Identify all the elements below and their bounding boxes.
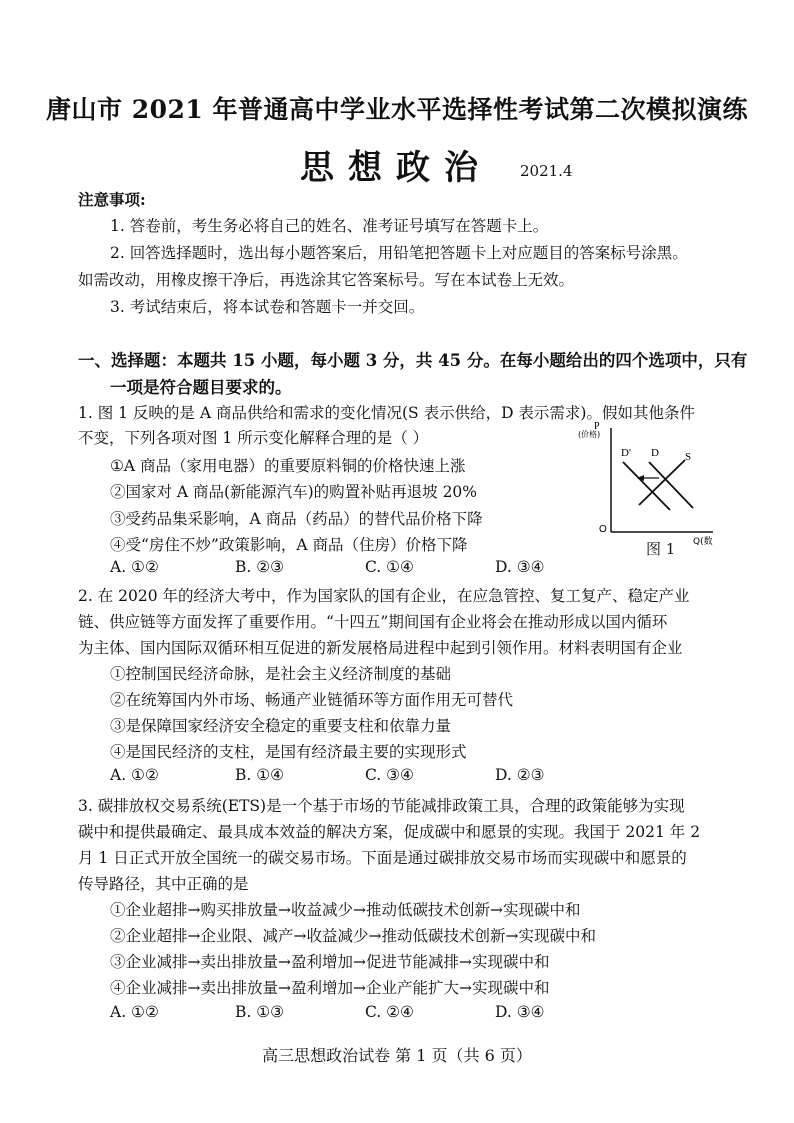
q3-option-a[interactable]: A. ①② [110,1003,159,1021]
page-footer: 高三思想政治试卷 第 1 页（共 6 页） [262,1046,532,1065]
figure-caption: 图 1 [646,540,676,558]
q1-option-d[interactable]: D. ③④ [495,558,545,576]
q1-item: ①A 商品（家用电器）的重要原料铜的价格快速上涨 [110,457,466,475]
exam-title: 唐山市 2021 年普通高中学业水平选择性考试第二次模拟演练 [46,95,748,124]
subject-title: 思想政治 [300,148,492,188]
q1-item: ③受药品集采影响，A 商品（药品）的替代品价格下降 [110,510,483,528]
curve-d [649,462,693,508]
s-label: S [685,451,692,463]
q1-option-c[interactable]: C. ①④ [365,558,414,576]
notice-item: 1. 答卷前，考生务必将自己的姓名、准考证号填写在答题卡上。 [110,217,549,235]
q3-stem: 碳中和提供最确定、最具成本效益的解决方案，促成碳中和愿景的实现。我国于 2021 年 2 [78,823,701,841]
q2-option-b[interactable]: B. ①④ [235,766,285,784]
y-axis-label: P [594,421,600,432]
y-axis-note: (价格) [578,430,601,439]
notice-heading: 注意事项: [78,190,146,209]
q2-option-c[interactable]: C. ③④ [365,766,414,784]
origin-label: O [599,524,607,535]
d-label: D [651,447,659,459]
q2-item: ③是保障国家经济安全稳定的重要支柱和依靠力量 [110,717,452,735]
q2-item: ④是国民经济的支柱，是国有经济最主要的实现形式 [110,743,467,761]
q3-stem: 传导路径，其中正确的是 [78,875,249,893]
curve-d-prime [623,462,670,510]
q2-item: ①控制国民经济命脉，是社会主义经济制度的基础 [110,665,452,683]
notice-item: 2. 回答选择题时，选出每小题答案后，用铅笔把答题卡上对应题目的答案标号涂黑。 [110,244,688,262]
q2-stem: 2. 在 2020 年的经济大考中，作为国家队的国有企业，在应急管控、复工复产、稳定产业 [78,587,690,605]
q1-item: ④受“房住不炒”政策影响，A 商品（住房）价格下降 [110,536,468,554]
q1-option-b[interactable]: B. ②③ [235,558,285,576]
curve-s [639,460,685,505]
notice-item: 3. 考试结束后，将本试卷和答题卡一并交回。 [110,298,425,316]
q2-option-d[interactable]: D. ②③ [495,766,545,784]
q2-stem: 为主体、国内国际双循环相互促进的新发展格局进程中起到引领作用。材料表明国有企业 [78,639,683,657]
x-axis-label: Q(数 [693,537,713,547]
supply-demand-figure [575,420,715,560]
q3-option-c[interactable]: C. ②④ [365,1003,414,1021]
exam-date: 2021.4 [520,162,573,180]
q3-stem: 3. 碳排放权交易系统(ETS)是一个基于市场的节能减排政策工具，合理的政策能够为实现 [78,797,685,815]
q3-option-d[interactable]: D. ③④ [495,1003,545,1021]
q1-stem: 不变，下列各项对图 1 所示变化解释合理的是（ ） [78,429,429,447]
q3-item: ②企业超排→企业限、减产→收益减少→推动低碳技术创新→实现碳中和 [110,927,596,945]
section-heading-cont: 一项是符合题目要求的。 [110,378,292,397]
q1-option-a[interactable]: A. ①② [110,558,159,576]
q3-option-b[interactable]: B. ①③ [235,1003,285,1021]
q2-option-a[interactable]: A. ①② [110,766,159,784]
q2-item: ②在统筹国内外市场、畅通产业链循环等方面作用无可替代 [110,691,514,709]
d-prime-label: D' [621,447,631,459]
q3-stem: 月 1 日正式开放全国统一的碳交易市场。下面是通过碳排放交易市场而实现碳中和愿景的 [78,849,687,867]
q1-stem: 1. 图 1 反映的是 A 商品供给和需求的变化情况(S 表示供给，D 表示需求)。假如其他条件 [78,404,695,422]
section-heading: 一、选择题：本题共 15 小题，每小题 3 分，共 45 分。在每小题给出的四个选项中，只有 [78,351,748,370]
q3-item: ①企业超排→购买排放量→收益减少→推动低碳技术创新→实现碳中和 [110,901,581,919]
q3-item: ④企业减排→卖出排放量→盈利增加→企业产能扩大→实现碳中和 [110,979,550,997]
q2-stem: 链、供应链等方面发挥了重要作用。“十四五”期间国有企业将会在推动形成以国内循环 [78,613,668,631]
notice-item: 如需改动，用橡皮擦干净后，再选涂其它答案标号。写在本试卷上无效。 [78,271,575,289]
q3-item: ③企业减排→卖出排放量→盈利增加→促进节能减排→实现碳中和 [110,953,550,971]
q1-item: ②国家对 A 商品(新能源汽车)的购置补贴再退坡 20% [110,483,478,501]
